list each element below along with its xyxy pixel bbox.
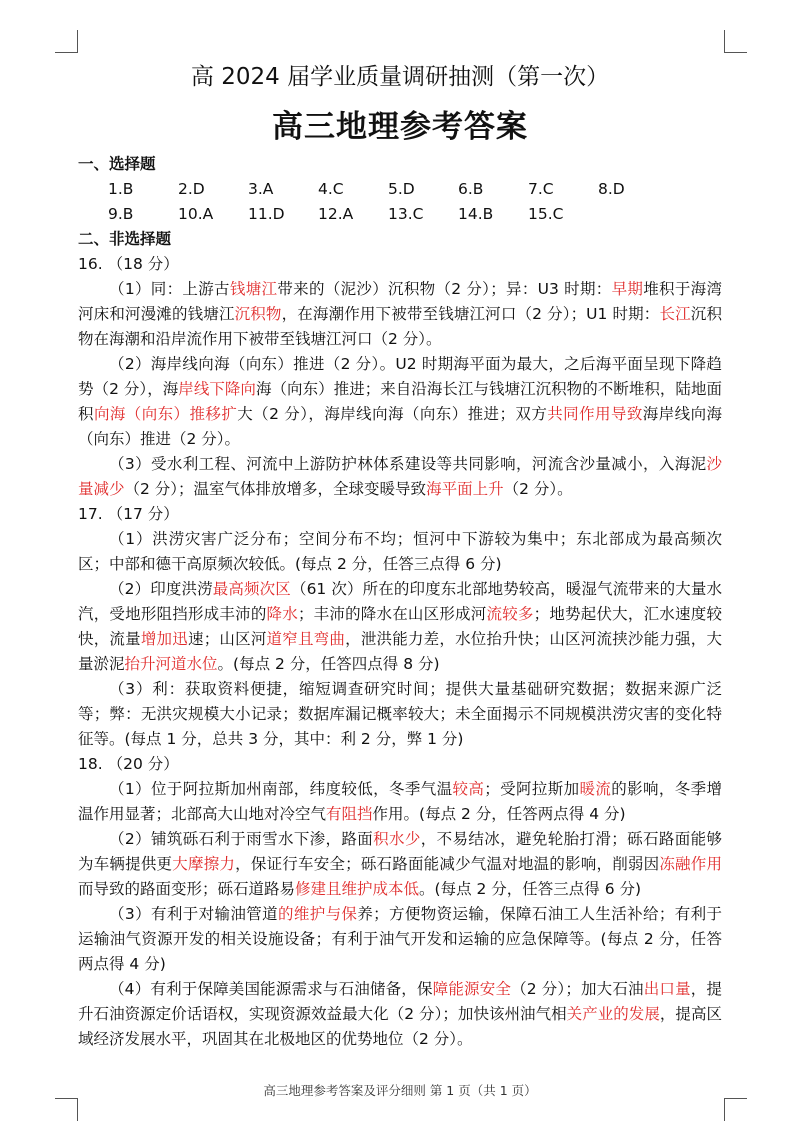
- question-18-heading: 18. （20 分）: [78, 755, 179, 773]
- answer-text: 。(每点 2 分，任答四点得 8 分): [217, 655, 440, 673]
- answer-text: （3）利：获取资料便捷，缩短调查研究时间；提供大量基础研究数据；数据来源广泛等；弊：无洪灾规模大小记录；数据库漏记概率较大；未全面揭示不同规模洪涝灾害的变化特征等。(每点 1 分，总共 3 分，其中：利 2 分，弊 1 分): [78, 680, 722, 748]
- answer-text: ；受阿拉斯加: [484, 780, 580, 798]
- question-18-part-2: [78, 827, 722, 902]
- question-16-part-3: [78, 452, 722, 502]
- answer-text: （2 分）；加大石油: [511, 980, 644, 998]
- section-heading-choice: 一、选择题: [78, 155, 156, 173]
- question-18-part-3: [78, 902, 722, 977]
- highlighted-keyword: 抬升河道水位: [124, 655, 218, 673]
- highlighted-keyword: 关产业的发展: [566, 1005, 660, 1023]
- highlighted-keyword: 长江: [659, 305, 691, 323]
- answer-item: 6.B: [458, 180, 484, 198]
- highlighted-keyword: 流较多: [486, 605, 534, 623]
- highlighted-keyword: 共同作用导致: [547, 405, 643, 423]
- answer-text: ，泄洪能力差，水位抬升快；山区河流挟沙能力强，大量淤泥: [78, 630, 722, 673]
- highlighted-keyword: 早期: [611, 280, 644, 298]
- answer-text: 堆积于海湾河床和河漫滩的钱塘江: [78, 280, 722, 323]
- document-title: 高三地理参考答案: [272, 109, 528, 145]
- answer-text: 大（2 分），海岸线向海（向东）推进；双方: [237, 405, 548, 423]
- answer-item: 11.D: [248, 205, 285, 223]
- answer-text: （2）海岸线向海（向东）推进（2 分）。U2 时期海平面为最大，之后海平面呈现下降趋势（2 分），海: [78, 355, 722, 398]
- highlighted-keyword: 沉积物: [234, 305, 282, 323]
- answer-text: 养；方便物资运输，保障石油工人生活补给；有利于运输油气资源开发的相关设施设备；有利于油气开发和运输的应急保障等。(每点 2 分，任答两点得 4 分): [78, 905, 722, 973]
- highlighted-keyword: 大摩擦力: [172, 855, 236, 873]
- answer-item: 8.D: [598, 180, 625, 198]
- highlighted-keyword: 暖流: [579, 780, 612, 798]
- answer-text: ，不易结冰，避免轮胎打滑；砾石路面能够为车辆提供更: [78, 830, 722, 873]
- answer-item: 12.A: [318, 205, 354, 223]
- answer-item: 13.C: [388, 205, 424, 223]
- answer-item: 15.C: [528, 205, 564, 223]
- answer-text: ；地势起伏大，汇水速度较快，流量: [78, 605, 722, 648]
- answer-item: 1.B: [108, 180, 134, 198]
- answer-text: （61 次）所在的印度东北部地势较高，暖湿气流带来的大量水汽，受地形阻挡形成丰沛的: [78, 580, 722, 623]
- answer-item: 4.C: [318, 180, 344, 198]
- crop-mark-bottom-left: [55, 1098, 78, 1121]
- answer-content: [78, 152, 722, 1052]
- answer-item: 9.B: [108, 205, 134, 223]
- answer-item: 2.D: [178, 180, 205, 198]
- highlighted-keyword: 的维护与保: [277, 905, 358, 923]
- question-17-part-1: [78, 527, 722, 577]
- question-17-part-2: [78, 577, 722, 677]
- highlighted-keyword: 沙量减少: [78, 455, 722, 498]
- answer-text: ，保证行车安全；砾石路面能减少气温对地温的影响，削弱因: [235, 855, 660, 873]
- highlighted-keyword: 积水少: [373, 830, 421, 848]
- question-18-part-4: [78, 977, 722, 1052]
- answer-text: （3）受水利工程、河流中上游防护林体系建设等共同影响，河流含沙量减小，入海泥: [109, 455, 707, 473]
- question-16-part-1: [78, 277, 722, 352]
- highlighted-keyword: 障能源安全: [432, 980, 512, 998]
- highlighted-keyword: 钱塘江: [229, 280, 278, 298]
- highlighted-keyword: 降水: [266, 605, 298, 623]
- page-footer: 高三地理参考答案及评分细则 第 1 页（共 1 页）: [263, 1083, 537, 1098]
- answer-item: 14.B: [458, 205, 494, 223]
- crop-mark-bottom-right: [724, 1098, 747, 1121]
- answer-text: ；丰沛的降水在山区形成河: [297, 605, 487, 623]
- answer-text: （2 分）。: [503, 480, 573, 498]
- highlighted-keyword: 岸线下降向: [178, 380, 256, 398]
- highlighted-keyword: 较高: [452, 780, 485, 798]
- section-heading-nonchoice: 二、非选择题: [78, 230, 172, 248]
- highlighted-keyword: 出口量: [643, 980, 691, 998]
- question-16-heading: 16. （18 分）: [78, 255, 179, 273]
- highlighted-keyword: 冻融作用: [659, 855, 722, 873]
- highlighted-keyword: 向海（向东）推移扩: [93, 405, 238, 423]
- answer-row-1: [78, 177, 722, 202]
- answer-text: （1）同：上游古: [109, 280, 230, 298]
- answer-text: 。(每点 2 分，任答三点得 6 分): [419, 880, 642, 898]
- crop-mark-top-left: [55, 30, 78, 53]
- answer-row-2: [78, 202, 722, 227]
- highlighted-keyword: 道窄且弯曲: [266, 630, 346, 648]
- highlighted-keyword: 有阻挡: [326, 805, 373, 823]
- answer-text: 带来的（泥沙）沉积物（2 分）；异：U3 时期：: [277, 280, 612, 298]
- answer-text: ，提升石油资源定价话语权，实现资源效益最大化（2 分）；加快该州油气相: [78, 980, 722, 1023]
- answer-text: 的影响，冬季增温作用显著；北部高大山地对冷空气: [78, 780, 722, 823]
- crop-mark-top-right: [724, 30, 747, 53]
- answer-item: 5.D: [388, 180, 415, 198]
- highlighted-keyword: 增加迅: [140, 630, 188, 648]
- answer-text: （1）位于阿拉斯加州南部，纬度较低，冬季气温: [109, 780, 453, 798]
- answer-text: （1）洪涝灾害广泛分布；空间分布不均；恒河中下游较为集中；东北部成为最高频次区；中部和德干高原频次较低。(每点 2 分，任答三点得 6 分): [78, 530, 722, 573]
- answer-item: 10.A: [178, 205, 214, 223]
- highlighted-keyword: 海平面上升: [426, 480, 504, 498]
- answer-text: （4）有利于保障美国能源需求与石油储备，保: [109, 980, 433, 998]
- answer-item: 7.C: [528, 180, 554, 198]
- answer-text: 沉积物在海潮和沿岸流作用下被带至钱塘江河口（2 分）。: [78, 305, 722, 348]
- answer-text: （2 分）；温室气体排放增多，全球变暖导致: [124, 480, 427, 498]
- exam-title: 高 2024 届学业质量调研抽测（第一次）: [190, 64, 610, 90]
- question-16-part-2: [78, 352, 722, 452]
- answer-text: （2）印度洪涝: [109, 580, 213, 598]
- answer-item: 3.A: [248, 180, 274, 198]
- answer-text: 速；山区河: [187, 630, 267, 648]
- answer-text: 海（向东）推进；来自沿海长江与钱塘江沉积物的不断堆积，陆地面积: [78, 380, 722, 423]
- answer-text: （2）铺筑砾石利于雨雪水下渗，路面: [109, 830, 374, 848]
- question-17-heading: 17. （17 分）: [78, 505, 179, 523]
- question-18-part-1: [78, 777, 722, 827]
- answer-text: 而导致的路面变形；砾石道路易: [78, 880, 296, 898]
- question-17-part-3: [78, 677, 722, 752]
- answer-text: （3）有利于对输油管道: [109, 905, 278, 923]
- answer-text: 海岸线向海（向东）推进（2 分）。: [78, 405, 722, 448]
- answer-text: ，在海潮作用下被带至钱塘江河口（2 分）；U1 时期：: [281, 305, 660, 323]
- answer-text: ，提高区域经济发展水平，巩固其在北极地区的优势地位（2 分）。: [78, 1005, 722, 1048]
- highlighted-keyword: 修建且维护成本低: [295, 880, 420, 898]
- highlighted-keyword: 最高频次区: [212, 580, 291, 598]
- answer-text: 作用。(每点 2 分，任答两点得 4 分): [372, 805, 626, 823]
